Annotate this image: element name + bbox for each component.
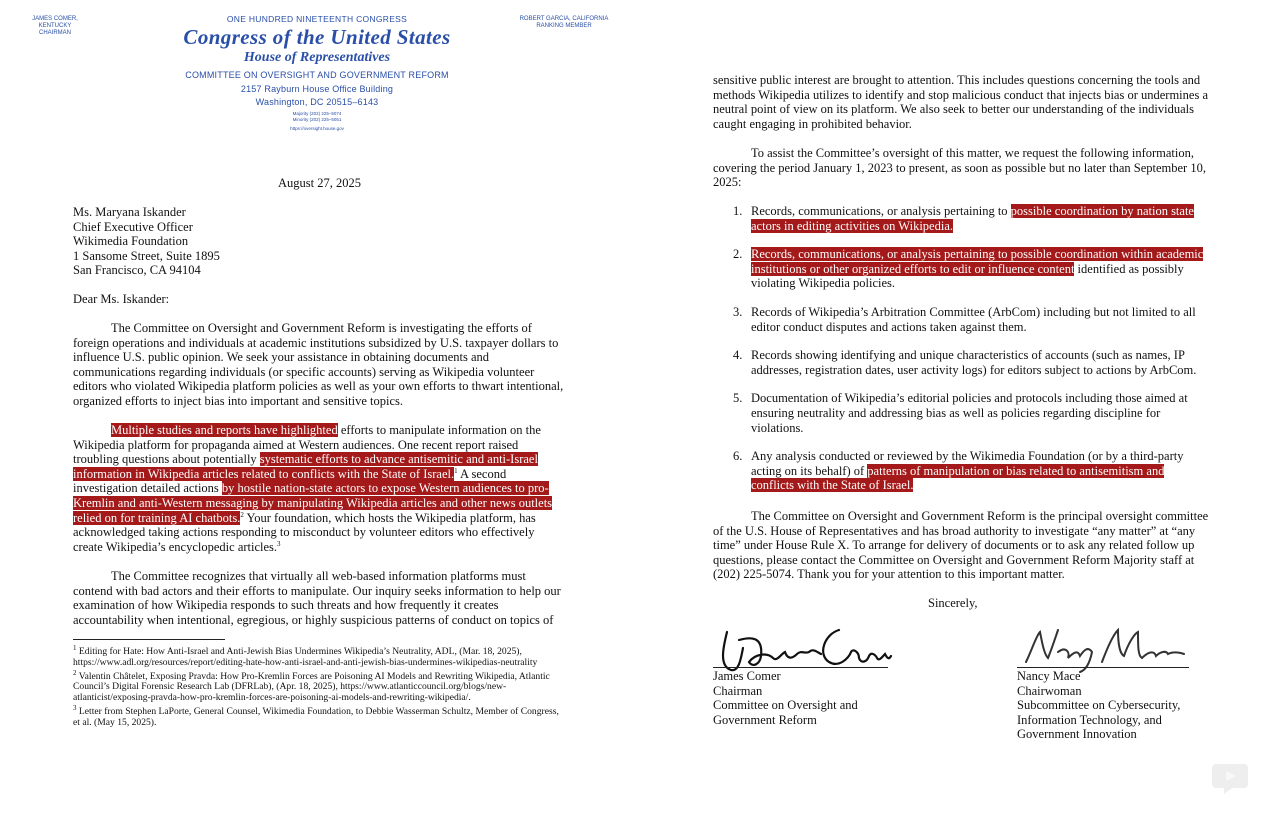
footnote-divider bbox=[73, 639, 225, 640]
congress-title: Congress of the United States bbox=[183, 25, 451, 49]
highlight-kremlin-messaging: by hostile nation-state actors to expose Western audiences to pro-Kremlin and anti-Western messaging by manipulating Wikipedia articles and other news outlets relied on for training AI chatbots. bbox=[73, 481, 553, 525]
letter-date: August 27, 2025 bbox=[278, 176, 361, 190]
recipient-city: San Francisco, CA 94104 bbox=[73, 263, 201, 278]
signer-comer-org-1: Committee on Oversight and bbox=[713, 698, 858, 713]
left-member-role: CHAIRMAN bbox=[38, 30, 71, 36]
highlight-academic-coordination: Records, communications, or analysis pertaining to possible coordination within academic institutions or other organized efforts to edit or influence content bbox=[751, 247, 1204, 276]
committee-website: https://oversight.house.gov bbox=[290, 126, 344, 131]
footnote-ref-2: 2 bbox=[240, 510, 244, 519]
signer-comer-org-2: Government Reform bbox=[713, 712, 817, 727]
closing: Sincerely, bbox=[928, 596, 978, 610]
request-item-4: 4. Records showing identifying and unique characteristics of accounts (such as names, IP addresses, registration dates, user activity logs) for editors subject to actions by ArbCom. bbox=[733, 348, 1197, 377]
highlight-antisemitism-patterns: patterns of manipulation or bias related to antisemitism and conflicts with the State of Israel. bbox=[751, 463, 1165, 493]
address-line-1: 2157 Rayburn House Office Building bbox=[240, 84, 394, 94]
page2-paragraph-1 bbox=[713, 73, 1209, 131]
footnotes bbox=[73, 643, 567, 729]
signer-comer-role: Chairman bbox=[713, 683, 763, 698]
right-member-role: RANKING MEMBER bbox=[536, 23, 592, 29]
page2-paragraph-2-text: To assist the Committee’s oversight of this matter, we request the following information, covering the period January 1, 2023 to present, as soon as possible but no later than September 10, 2025: bbox=[713, 146, 1206, 190]
signer-mace bbox=[1017, 669, 1180, 742]
signer-mace-org-1: Subcommittee on Cybersecurity, bbox=[1017, 698, 1181, 713]
p2-text-3: Your foundation, which hosts the Wikipedia platform, has acknowledged taking actions responding to misconduct by volunteer editors who effectively create Wikipedia’s encyclopedic articles. bbox=[73, 510, 536, 554]
highlight-nation-state: possible coordination by nation state actors in editing activities on Wikipedia. bbox=[751, 204, 1194, 233]
salutation: Dear Ms. Iskander: bbox=[73, 292, 170, 306]
footnote-3: $^3$ Letter from Stephen LaPorte, General Counsel, Wikimedia Foundation, to Debbie Wasserman Schultz, Member of Congress, et al. (May 15, 2025). bbox=[73, 703, 559, 728]
footnote-ref-1: 1 bbox=[454, 466, 458, 475]
recipient-org: Wikimedia Foundation bbox=[73, 234, 189, 249]
letterhead bbox=[160, 14, 474, 132]
request-list bbox=[713, 204, 1209, 493]
highlight-studies: Multiple studies and reports have highlighted bbox=[111, 423, 338, 437]
page2-paragraph-2 bbox=[713, 146, 1209, 190]
footnote-2: $^2$ Valentin Châtelet, Exposing Pravda: How Pro-Kremlin Forces are Poisoning AI Models and Rewriting Wikipedia, Atlantic Council’s Digital Forensic Research Lab (DFRLab), (Apr. 18, 2025), https://www.atlanticcouncil.org/blogs/new-atlanticist/exposing-pravda-how-pro-kremlin-forces-are-poisoning-ai-models-and-rewriting-wikipedia/. bbox=[73, 668, 550, 704]
phone-majority: Majority (202) 225–5074 bbox=[292, 111, 342, 116]
request-item-3: 3. Records of Wikipedia’s Arbitration Committee (ArbCom) including but not limited to all editor conduct disputes and actions taken against them. bbox=[733, 304, 1196, 334]
p2-text-2: A second investigation detailed actions bbox=[73, 466, 507, 496]
page2-paragraph-3-text: The Committee on Oversight and Government Reform is the principal oversight committee of the U.S. House of Representatives and has broad authority to investigate “any matter” at “any time” under House Rule X. To arrange for delivery of documents or to ask any related follow up questions, please contact the Committee on Oversight and Government Reform Majority staff at (202) 225-5074. Thank you for your attention to this important matter. bbox=[713, 509, 1209, 582]
signer-mace-org-2: Information Technology, and bbox=[1017, 712, 1162, 727]
request-item-1: 1. Records, communications, or analysis pertaining to possible coordination by nation state actors in editing activities on Wikipedia. bbox=[733, 204, 1194, 233]
paragraph-2 bbox=[73, 423, 567, 554]
request-item-2: 2. Records, communications, or analysis pertaining to possible coordination within academic institutions or other organized efforts to edit or influence content identified as possibly violating Wikipedia policies. bbox=[733, 247, 1204, 291]
house-title: House of Representatives bbox=[243, 50, 391, 65]
recipient-name: Ms. Maryana Iskander bbox=[73, 205, 186, 219]
page2-paragraph-3 bbox=[713, 509, 1209, 582]
footnote-1: $^1$ Editing for Hate: How Anti-Israel and Anti-Jewish Bias Undermines Wikipedia’s Neutrality, ADL, (Mar. 18, 2025), https://www.adl.org/resources/report/editing-hate-how-anti-israel-and-anti-jewish-bias-undermines-wikipedias-neutrality bbox=[73, 643, 538, 668]
address-line-2: Washington, DC 20515–6143 bbox=[255, 97, 379, 107]
request-item-6: 6. Any analysis conducted or reviewed by the Wikimedia Foundation (or by a third-party acting on its behalf) of patterns of manipulation or bias related to antisemitism and conflicts with the State of Israel. bbox=[733, 449, 1184, 493]
congress-number: ONE HUNDRED NINETEENTH CONGRESS bbox=[226, 14, 408, 24]
highlight-antisemitic-efforts: systematic efforts to advance antisemitic and anti-Israel information in Wikipedia articles related to conflicts with the State of Israel. bbox=[73, 452, 538, 481]
recipient-street: 1 Sansome Street, Suite 1895 bbox=[73, 248, 220, 263]
paragraph-1-text: The Committee on Oversight and Government Reform is investigating the efforts of foreign operations and individuals at academic institutions subsidized by U.S. taxpayer dollars to influence U.S. public opinion. We seek your assistance in obtaining documents and communications regarding individuals (or specific accounts) serving as Wikipedia volunteer editors who violated Wikipedia platform policies as well as your own efforts to thwart intentional, organized efforts to inject bias into important and sensitive topics. bbox=[73, 321, 564, 408]
signer-mace-role: Chairwoman bbox=[1017, 683, 1082, 698]
recipient-title: Chief Executive Officer bbox=[73, 219, 193, 234]
footnote-ref-3: 3 bbox=[277, 539, 281, 548]
p2-text-1: efforts to manipulate information on the Wikipedia platform for propaganda aimed at Western audiences. One recent report raised troubling questions about potentially bbox=[73, 423, 541, 467]
paragraph-1 bbox=[73, 321, 567, 409]
letterhead-left-member bbox=[22, 16, 88, 37]
paragraph-3-text: The Committee recognizes that virtually all web-based information platforms must contend with bad actors and their efforts to manipulate. Our inquiry seeks information to help our examination of how Wikipedia responds to such threats and how frequently it creates accountability when intentional, egregious, or highly suspicious patterns of conduct on topics of bbox=[73, 569, 561, 627]
signature-line-comer bbox=[713, 667, 888, 668]
page2-paragraph-1-text: sensitive public interest are brought to attention. This includes questions concerning the tools and methods Wikipedia utilizes to identify and stop malicious conduct that injects bias or undermines a neutral point of view on its platform. We also seek to better our understanding of the individuals caught engaging in prohibited behavior. bbox=[713, 73, 1208, 131]
phone-minority: Minority (202) 225–5051 bbox=[292, 117, 342, 122]
right-member-name: ROBERT GARCIA, CALIFORNIA bbox=[519, 16, 609, 22]
signer-mace-name: Nancy Mace bbox=[1017, 669, 1081, 683]
committee-name: COMMITTEE ON OVERSIGHT AND GOVERNMENT REFORM bbox=[185, 70, 449, 80]
signer-mace-org-3: Government Innovation bbox=[1017, 727, 1137, 742]
chat-bubble-icon bbox=[1210, 760, 1250, 796]
signature-line-mace bbox=[1017, 667, 1189, 668]
recipient-address bbox=[73, 205, 220, 278]
paragraph-3 bbox=[73, 569, 567, 627]
letterhead-right-member bbox=[512, 16, 616, 30]
signer-comer bbox=[713, 669, 858, 727]
signer-comer-name: James Comer bbox=[713, 669, 781, 683]
request-item-5: 5. Documentation of Wikipedia’s editorial policies and protocols including those aimed at ensuring neutrality and addressing bias as well as policies regarding discipline for violations. bbox=[733, 391, 1188, 435]
left-member-name: JAMES COMER, KENTUCKY bbox=[32, 16, 78, 29]
